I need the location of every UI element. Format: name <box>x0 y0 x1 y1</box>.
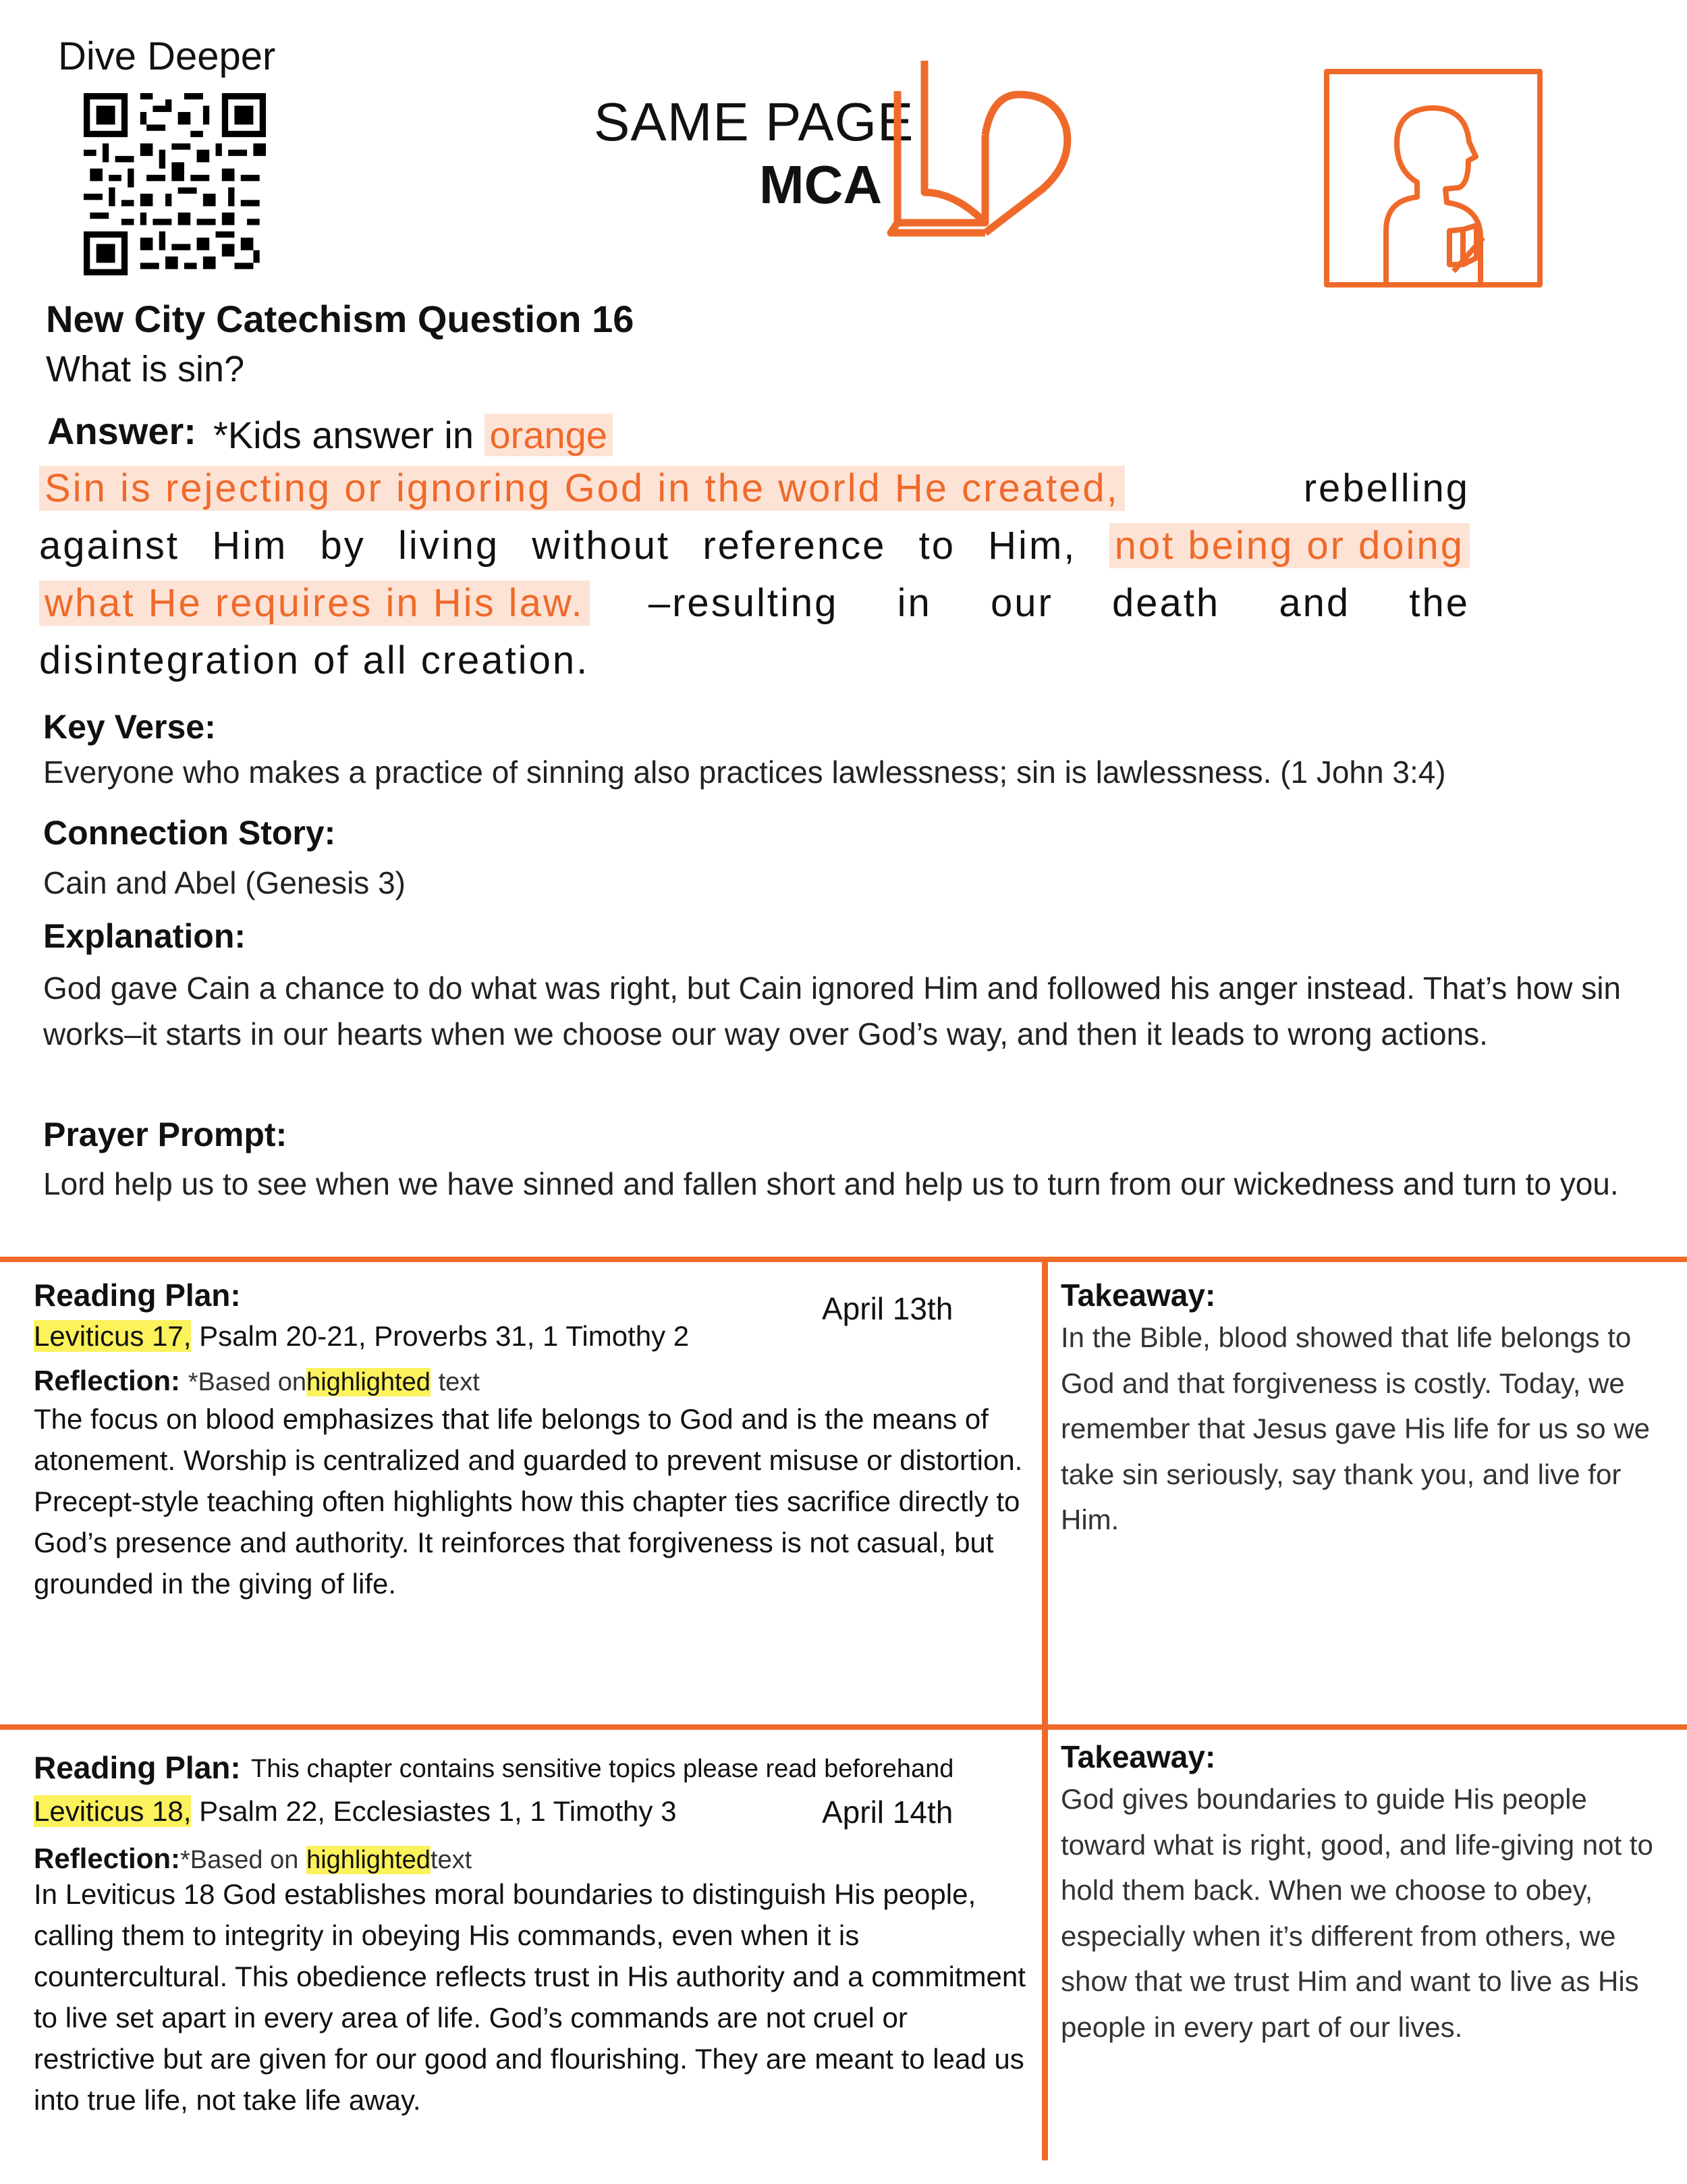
answer-word: living <box>398 524 500 568</box>
prayer-prompt-label: Prayer Prompt: <box>43 1116 287 1153</box>
answer-line-2 <box>39 523 1470 568</box>
highlighted-reading[interactable]: Leviticus 18, <box>34 1795 192 1827</box>
reading-list <box>34 1795 676 1828</box>
connection-story-text: Cain and Abel (Genesis 3) <box>43 865 406 900</box>
reflection-header <box>34 1365 480 1397</box>
answer-word: without <box>532 524 671 568</box>
answer-word: our <box>990 581 1053 625</box>
other-readings: Psalm 22, Ecclesiastes 1, 1 Timothy 3 <box>199 1795 677 1827</box>
reflection-label: Reflection: <box>34 1842 181 1874</box>
answer-kids-part-3: what He requires in His law. <box>39 580 590 626</box>
answer-line-4: disintegration of all creation. <box>39 638 590 682</box>
connection-story-label: Connection Story: <box>43 814 336 852</box>
highlighted-reading[interactable]: Leviticus 17, <box>34 1320 192 1352</box>
based-on-note: *Based on <box>188 1368 307 1396</box>
divider-vertical <box>1042 1259 1048 2160</box>
takeaway-label: Takeaway: <box>1061 1278 1216 1313</box>
logo-subtitle: MCA <box>759 155 883 215</box>
takeaway-label: Takeaway: <box>1061 1739 1216 1774</box>
book-heart-icon <box>884 54 1080 243</box>
answer-line-1 <box>39 466 1470 511</box>
answer-text: rebelling <box>1303 466 1470 510</box>
based-on-note: *Based on <box>180 1846 299 1874</box>
reflection-text: The focus on blood emphasizes that life belongs to God and is the means of atonement. Worship is centralized and guarded to prevent misuse or distortion. Precept-style teaching often highlights how this chapter ties sacrifice directly to God’s presence and authority. It reinforces that forgiveness is not casual, but grounded in the giving of life. <box>34 1403 1023 1600</box>
person-reading-icon <box>1324 69 1543 288</box>
reading-plan-label: Reading Plan: <box>34 1278 241 1313</box>
answer-word: in <box>897 581 932 625</box>
answer-word: the <box>1409 581 1470 625</box>
reflection-label: Reflection: <box>34 1365 181 1396</box>
highlighted-word: highlighted <box>306 1368 431 1396</box>
answer-word: Him <box>212 524 288 568</box>
catechism-question: What is sin? <box>46 349 245 389</box>
answer-kids-part-1: Sin is rejecting or ignoring God in the world He created, <box>39 466 1125 511</box>
reflection-header <box>34 1842 472 1875</box>
kids-color-word: orange <box>485 414 613 456</box>
kids-answer-note <box>213 413 613 457</box>
answer-word: Him, <box>988 524 1077 568</box>
reading-date: April 14th <box>822 1795 953 1830</box>
divider-middle <box>0 1724 1687 1730</box>
sensitive-note: This chapter contains sensitive topics please read beforehand <box>251 1755 954 1783</box>
dive-deeper-label: Dive Deeper <box>58 34 276 78</box>
explanation-text: God gave Cain a chance to do what was right, but Cain ignored Him and followed his anger instead. That’s how sin works–it starts in our hearts when we choose our way over God’s way, and then it leads to wrong actions. <box>43 971 1622 1052</box>
explanation-label: Explanation: <box>43 917 246 955</box>
divider-top <box>0 1257 1687 1262</box>
reading-plan-label: Reading Plan: <box>34 1750 241 1785</box>
reading-list <box>34 1320 689 1353</box>
answer-word: against <box>39 524 180 568</box>
qr-code-icon[interactable] <box>84 93 266 275</box>
answer-kids-part-2: not being or doing <box>1109 523 1470 568</box>
answer-word: death <box>1111 581 1221 625</box>
takeaway-text: In the Bible, blood showed that life belongs to God and that forgiveness is costly. Today, we remember that Jesus gave His life for us so we take sin seriously, say thank you, and live for Him. <box>1061 1321 1651 1535</box>
answer-line-3 <box>39 580 1470 626</box>
text-word: text <box>430 1846 472 1874</box>
logo-title: SAME PAGE <box>594 92 914 152</box>
prayer-prompt-text: Lord help us to see when we have sinned and fallen short and help us to turn from our wickedness and turn to you. <box>43 1166 1619 1201</box>
other-readings: Psalm 20-21, Proverbs 31, 1 Timothy 2 <box>199 1320 690 1352</box>
takeaway-text: God gives boundaries to guide His people toward what is right, good, and life-giving not to hold them back. When we choose to obey, especially when it’s different from others, we show that we trust Him and want to live as His people in every part of our lives. <box>1061 1783 1653 2043</box>
catechism-title: New City Catechism Question 16 <box>46 298 634 340</box>
answer-word: and <box>1279 581 1351 625</box>
kids-note-text: *Kids answer in <box>213 414 474 456</box>
answer-word: to <box>918 524 956 568</box>
answer-word: by <box>320 524 366 568</box>
answer-label: Answer: <box>47 410 196 452</box>
key-verse-label: Key Verse: <box>43 708 216 746</box>
highlighted-word: highlighted <box>306 1846 431 1874</box>
reading-date: April 13th <box>822 1291 953 1326</box>
answer-word: reference <box>702 524 887 568</box>
reflection-text: In Leviticus 18 God establishes moral boundaries to distinguish His people, calling them to integrity in obeying His commands, even when it is countercultural. This obedience reflects trust in His authority and a commitment to live set apart in every area of life. God’s commands are not cruel or restrictive but are given for our good and flourishing. They are meant to lead us into true life, not take life away. <box>34 1878 1026 2116</box>
answer-word: –resulting <box>648 581 839 625</box>
key-verse-text: Everyone who makes a practice of sinning also practices lawlessness; sin is lawlessness. (1 John 3:4) <box>43 755 1446 790</box>
text-word: text <box>438 1368 480 1396</box>
